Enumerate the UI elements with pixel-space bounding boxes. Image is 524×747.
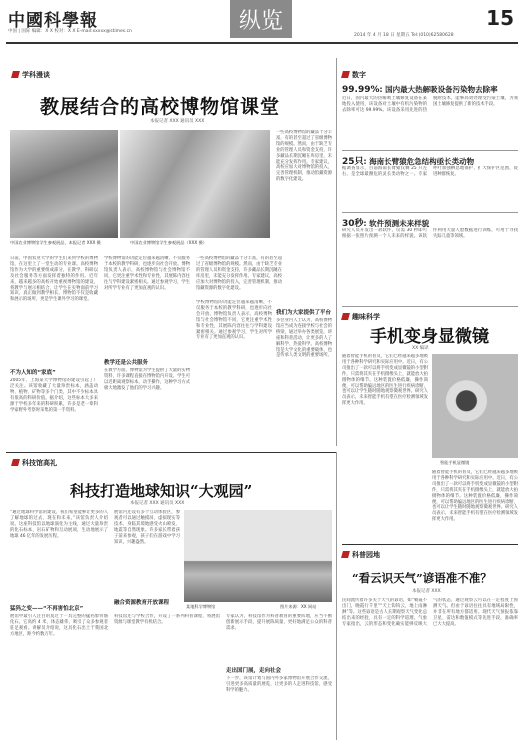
- gadget-tag: 趣味科学: [342, 312, 380, 322]
- section-banner: 纵览: [230, 0, 292, 38]
- museum-photo-credit: 图片来源：XX 网站: [280, 604, 317, 609]
- masthead-subline: 中国 | 国际 编辑：X X 校对：X X E-mail:xxxxx@stimes.cn: [8, 29, 132, 34]
- gadget-body-col2: 随着智能手机的普及，它们已经越来越多地被用于各种科学研究和实际应用中。近日，有公司推出了一款可以将手机变成显微镜的小型附件，只需将其夹在手机摄像头上，就能放大拍摄物体的细节。这种装置价格低廉，操作简便，可以帮助偏远地区的医生进行疾病诊断，也可以让学生随时随地观察微观世界。研究人员表示，未来智能手机有望在医疗检测领域发挥更大作用。: [432, 470, 518, 523]
- main-byline: 本报记者 XXX 通讯员 XXX: [150, 119, 205, 124]
- museum-byline: 本报记者 XXX 通讯员 XXX: [130, 501, 185, 506]
- main-col1-subhead: 不为人知的“家底”: [10, 370, 56, 376]
- number-item-3-body: 研究人员开发出一款软件，仅需 30 秒即可根据一张照片预测一个人未来的样貌。该软件利用大量人脸数据进行训练，可用于寻找失踪儿童等领域。: [342, 228, 518, 239]
- photo-caption-right: 中国农业博物馆学生参观展品（XXX 摄）: [130, 240, 207, 245]
- number-item-2-title: : 海南长臂猿危急结构亟长类动物: [363, 157, 475, 166]
- main-col3-upper: 一些高校博物馆的藏品十分丰富，有的甚至超过了省级博物馆的规模。然而，由于缺乏专业的管理人员和资金支持，许多藏品长期沉睡在库房里，未能充分发挥作用。专家建议，高校应加大对博物馆的投入，完善管理机制，推动馆藏资源的数字化建设。: [276, 130, 332, 183]
- main-col3-text-c: 学校博物馆的功能定位越来越清晰，不仅服务于本校的教学科研，也逐步向社会开放。博物馆负责人表示，高校博物馆与社会博物馆不同，它更注重学术性和专业性，其展陈内容往往与学科建设紧密相关。通过参观学习，学生对所学专业有了更加直观的认识。: [196, 300, 272, 341]
- museum-col1-subhead: 猛犸之变——“不再害怕北京”: [10, 606, 84, 612]
- section-tag: 学科漫谈: [12, 70, 50, 80]
- gadget-caption: 智能手机显微镜: [440, 460, 470, 465]
- number-item-1-head: [342, 84, 498, 95]
- phone-microscope-photo: [432, 354, 518, 458]
- museum-col1-text-b: 展馆中最引人注目的莫过于一具完整的猛犸象骨骼化石。它高约 4 米，体态雄伟，吸引了众多参观者驻足观看。讲解员介绍说，这具化石出土于我国北方地区，距今约数万年。: [10, 614, 108, 637]
- museum-col3-text-b: 下一步，该馆计划与国内外多家博物馆开展合作交流，引进更多高质量的展览，让更多的人走进科技馆，感受科学的魅力。: [226, 676, 332, 693]
- numbers-tag: 数字: [342, 70, 366, 80]
- museum-headline: 科技打造地球知识“大观园”: [70, 482, 253, 500]
- column-divider: [336, 452, 337, 740]
- main-col2-text-b: 在教学方面，博物馆为学生提供了大量的实物资料，许多课程直接在博物馆内开设。学生可以近距离观察标本，动手操作，这种学习方式极大地激发了他们的学习兴趣。: [104, 368, 190, 391]
- number-item-2-body: 据调查显示，目前海南长臂猿仅剩 25 只左右，是全球最濒危的灵长类动物之一。专家呼吁加强栖息地保护，扩大保护区范围，促进种群恢复。: [342, 166, 518, 177]
- museum-col1-text: “通过地球科学馆的建设，我们希望能够让更多的人了解地球的过去、现在和未来。”该馆负责人介绍说。这座科技馆以地球演化为主线，通过大量珍贵的化石标本、岩石矿物和互动展项，生动地展示了地球 46 亿年的发展历程。: [10, 510, 108, 539]
- section-rule: [6, 452, 336, 453]
- gadget-byline: XX 编译: [412, 346, 429, 351]
- main-headline: 教展结合的高校博物馆课堂: [40, 96, 281, 118]
- number-item-2-num: 25只: [342, 157, 364, 167]
- photo-caption: 中国农业博物馆学生参观展品，本报记者 XXX 摄: [10, 240, 101, 245]
- weather-headline: “看云识天气”谚语准不准？: [352, 571, 492, 585]
- number-item-3-num: 30秒: [342, 219, 364, 229]
- article-photo-visitors: [10, 130, 118, 238]
- main-col1-text: 日前，中国农业大学的学生们来到学校的博物馆，在这里上了一堂生动的专业课。高校博物馆作为大学的重要组成部分，在教学、科研以及社会服务等方面发挥着独特的作用。近年来，越来越多的高校开始重视博物馆的建设，将教学与展示相结合，让学生在实物面前学习知识，真正做到教学相长。博物馆不仅是收藏和展示的场所，更是学生课外学习的课堂。: [10, 256, 98, 303]
- weather-tag: 科普园地: [342, 550, 380, 560]
- main-col2-subhead: 教学还是公共服务: [104, 360, 149, 366]
- main-col1-text-b: 2005年，上海某大学博物馆的建设引起了广泛关注。该馆收藏了大量珍贵标本，涵盖动物、植物、矿物等多个门类，其中不少标本具有很高的科研价值。据介绍，这些标本大多来源于学校多年来的科研积累，许多是老一辈科学家野外考察时采集的第一手资料。: [10, 378, 98, 413]
- masthead: [0, 0, 524, 42]
- museum-col2-subhead: 融合资源教育开放课程: [114, 600, 170, 606]
- divider: [342, 306, 518, 307]
- gadget-headline: 手机变身显微镜: [370, 327, 489, 347]
- museum-col2-text: 展馆内还设有多个互动体验区，参观者可以通过触摸屏、虚拟现实等技术，身临其境地感受火山喷发、地震等自然现象。许多家长带着孩子前来参观，孩子们在游戏中学习知识，兴趣盎然。: [114, 510, 180, 545]
- number-item-1-num: 99.99%: [342, 85, 380, 95]
- fossil-skeleton-photo: [184, 510, 332, 602]
- main-col3-subhead: 我们为大家提供了平台: [276, 310, 332, 316]
- museum-tag: 科技馆高礼: [12, 458, 57, 468]
- divider: [342, 212, 518, 213]
- article-photo-exhibit: [120, 130, 270, 238]
- main-col3-text-b: 多位业内人士认为，高校博物馆应当成为连接学校与社会的桥梁，通过举办各类展览、讲座和科普活动，让更多的人了解科学、热爱科学。高校博物馆是大学文化的重要载体，也是传承人类文明的重要场所。: [276, 318, 332, 359]
- museum-col3-subhead: 走出国门展，走向社会: [226, 668, 282, 674]
- main-col3-text: 一些高校博物馆的藏品十分丰富，有的甚至超过了省级博物馆的规模。然而，由于缺乏专业的管理人员和资金支持，许多藏品长期沉睡在库房里，未能充分发挥作用。专家建议，高校应加大对博物馆的投入，完善管理机制，推动馆藏资源的数字化建设。: [196, 256, 282, 291]
- number-item-3-title: : 软件预测未来样貌: [363, 219, 430, 228]
- page-number: 15: [486, 6, 514, 30]
- divider: [342, 150, 518, 151]
- number-item-1-body: 近日，国内最大的热解吸土壤修复设备在某地投入使用，该设备对土壤中有机污染物的去除率可达 99.99%。该设备采用先进的热脱附技术，能够高效处理受污染土壤，为我国土壤修复提供了新的技术手段。: [342, 96, 518, 113]
- weather-byline: 本报记者 XXX: [412, 589, 441, 594]
- museum-col3-text: 专家认为，科技馆作为科普教育的重要阵地，应当不断创新展示手段，提升展陈质量，更好地满足公众的科普需求。: [226, 614, 332, 631]
- number-item-1-title: : 国内最大热解吸设备污染物去除率: [379, 85, 498, 94]
- section-rule: [342, 544, 518, 545]
- newspaper-logo: 中國科學報: [8, 11, 98, 31]
- gadget-body-col1: 随着智能手机的普及，它们已经越来越多地被用于各种科学研究和实际应用中。近日，有公司推出了一款可以将手机变成显微镜的小型附件，只需将其夹在手机摄像头上，就能放大拍摄物体的细节。这种装置价格低廉，操作简便，可以帮助偏远地区的医生进行疾病诊断，也可以让学生随时随地观察微观世界。研究人员表示，未来智能手机有望在医疗检测领域发挥更大作用。: [342, 354, 428, 407]
- date-line: 2014 年 4 月 18 日 星期五 Tel:(010)62580628: [354, 33, 454, 38]
- museum-col2-text-b: 科技馆还与学校合作，开设了一系列科普课程，将展馆资源与课堂教学有机结合。: [114, 614, 220, 625]
- masthead-rule: [6, 42, 518, 44]
- museum-photo-caption: 某地科学博物馆: [186, 604, 216, 609]
- main-col2-text: 学校博物馆的功能定位越来越清晰，不仅服务于本校的教学科研，也逐步向社会开放。博物馆负责人表示，高校博物馆与社会博物馆不同，它更注重学术性和专业性，其展陈内容往往与学科建设紧密相关。通过参观学习，学生对所学专业有了更加直观的认识。: [104, 256, 190, 291]
- column-divider: [336, 58, 337, 446]
- weather-body: 民间流传着许多关于天气的谚语，如“朝霞不出门，晚霞行千里”“天上钩钩云，地上雨淋淋”等。这些谚语是古人长期观察天气变化总结出来的经验，具有一定的科学道理。气象专家指出，云的形态和变化确实能够反映大气的状态，通过观察云可以在一定程度上预测天气。但由于谚语往往具有地域局限性，并非在所有地方都适用。现代天气预报依靠卫星、雷达和数值模式等先进手段，准确率已大大提高。: [342, 598, 518, 627]
